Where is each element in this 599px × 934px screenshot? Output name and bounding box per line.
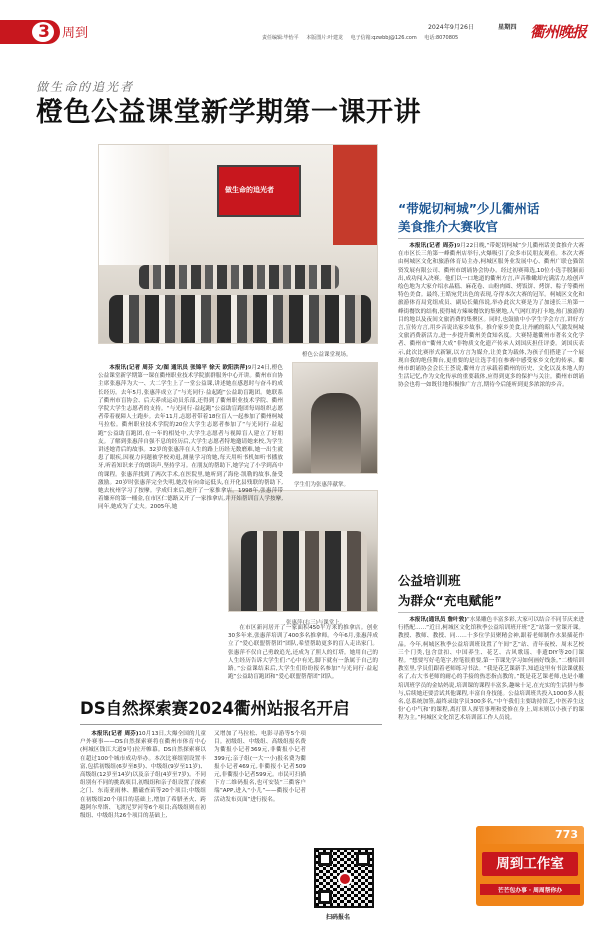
- lead-text-1: 9月24日,橙色公益课堂新学期第一课在衢州职业技术学院旗群服务中心开讲。衢州市自协主席张惠萍为大一、大二学生上了一堂公益课,讲述她在感恩时与奋斗的成长经历。去年5月,张惠萍成立了“与光同行·益起跑”公益助盲跑团。她联系了衢州市盲协会、后天养成运动员乐部,还得到了衢州职业技术学院、衢州学院大学生志愿者的支持。“与光同行·益起跑”公益助盲跑团每周组织志愿者带着视障人士跑步。去年11月,志愿者带着18位盲人一起参加了衢州柯城马拉松。衢州职业技术学院的20位大学生志愿者参加了“与光同行·益起跑”公益助盲跑团,在一年的相处中,大学生志愿者与视障盲人建立了好朋友。了解到张惠萍自强不息的经历后,大学生志愿者特地邀请她来校,为学生讲述她背后的故事。32岁的张惠萍在人生的路上历经无数磨难,她一出生就患了眼疾,因视力问题被学校劝退,测量学习的她,每天用听书机如听书播放牙,听着知识来子的朗读声,坚持学习。在朋友的帮助下,她学完了小学到高中的课程。张惠萍找到了两次手术,在医院里,她听到了海伦·凯勒的故事,备受激励。20岁时张惠萍完全失明,她没有向命运低头,在开化县残联的帮助下,她去杭州学习了按摩。学成归来后,她开了一家推拿店。1998年,张惠萍带着嫌弃的第一桶金,在市区仁德路又开了一家推拿店,并开始帮训盲人学按摩,同年,她成为了丈夫。2005年,她: [98, 365, 283, 511]
- lead-kicker: 做生命的追光者: [36, 80, 135, 94]
- phone-credit: 电话:8070805: [424, 35, 459, 41]
- ad-title: 周到工作室: [496, 856, 564, 872]
- classroom-photo-caption: 橙色公益课堂现场。: [302, 352, 352, 358]
- photo-credit: 本版图片:叶建龙: [306, 35, 343, 41]
- qr-corner-tl: [318, 852, 332, 866]
- qr-corner-bl: [318, 890, 332, 904]
- qr-corner-tr: [356, 852, 370, 866]
- credits-line: [262, 34, 458, 41]
- training-title-line1: 公益培训班: [398, 573, 461, 588]
- window-light: [99, 145, 169, 265]
- applause-photo: [292, 362, 378, 474]
- food-body: [398, 242, 584, 546]
- audience-row-2: [109, 295, 371, 343]
- ds-divider: [80, 724, 382, 725]
- weekday: 星期四: [498, 24, 517, 31]
- date: 2024年9月26日: [428, 24, 475, 31]
- audience-row-1: [139, 265, 339, 289]
- food-text: 9月22日晚,“带妮切柯城”少儿衢州话美食推介大赛在市区长三角第一峰衢州店举行,火爆吸引了众多市民朋友观看。本次大赛由柯城区文化和旅游体育局主办,柯城区服务业发展中心、衢州广联仓猫馆资发展有限公司、衢州市朗诵协会协办。经过初赛筛选,10位小选手脱颖而出,成功闯入决赛。他们以一口地道的衢州方言,声音稚嫩却充满活力,绘创声绘色地为大家介绍水晶糕、麻花卷、山粉肉圆、烤饭饼、烤饼、粽子等衢州特色美食。最终,王皓宛凭出色的表现,夺得本次大赛的冠军。柯城区文化和旅游体育局党组成员、副局长戴伟说,举办此次大赛是为了加速长三角第一峰街餐饮的结构,使得城方辣味餐饮的集聚地,人气网红的打卡地,热门旅游的目的地以及夜间文旅消费的集聚区。同时,也鼓励中小学生学会方言,讲好方言,宣传方言,用乡音说出家乡故事。推介家乡美食,让丹鹂的昭人气激发柯城文旅消费新活力,进一步提升衢州美食知名度。大赛特邀衢州市著名文化学者、衢州市“衢州大成”非物质文化遗产传承人刘国庆担任评委。刘国庆表示,此次比赛形式新颖,以方言为媒介,让美食为载体,为孩子们搭建了一个展现自我的绝佳舞台,更重要的是让选手们在参赛中感受家乡文化的传承。衢州市朗诵协会会长王荟说,衢州方言承载着衢州的历史、文化以及本地人的生活记忆,作为文化传承的重要载体,应得到更多的保护与关注。衢州市朗诵协会也将一如既往地积极推广方言,期待今后能听到更多浓浓的乡音。: [398, 243, 584, 389]
- ds-byline: 本报讯(记者 周芬): [91, 731, 139, 737]
- page-header: [0, 0, 599, 46]
- ad-slogan: 芒芒包办事 · 周周帮你办: [480, 884, 580, 895]
- editor-credit: 责任编辑:毕怡平: [262, 35, 299, 41]
- ds-text-1: 10月13日,大爆全国的儿童户外赛事——DS自然探索赛将在衢州市体育中心(柯城区钱江大道9号)拉开帷幕。DS自然探索赛以在超过100个城市成功举办。本次比赛组别设置丰富,包括初级组(6岁至8岁)、中级组(9岁至11岁)、高级组(12岁至14岁)以及亲子组(4岁至7岁)。不同组别有不同的挑战项目,初级组和亲子组设置了探索之门、东南亚雨林、鹏磁查苗等20个项目;中级组在初级组20个项目的基础上,增加了希腊圣火、跨越阿尔卑斯、飞渡尼罗河等6个项目;高级组则在初级组、中级组共26个项目的基础上,: [80, 731, 206, 820]
- student-figure: [311, 393, 361, 474]
- lead-text-2: 在市区新河居开了一家面积450平方米的推拿店。创业30多年来,张惠萍培训了400多名推拿师。今年6月,张惠萍成立了“爱心联盟帮帮团”团队,希望帮助更多的盲人走出家门。张惠萍不仅自己勇敢追光,还成为了照人的灯塔。她用自己的人生经历告诉大学生们:“心中有光,脚下就有一条属于自己的路。”公益课结束后,大学生们纷纷报名参加“与光同行·益起跑”公益助盲跑团和“爱心联盟帮帮团”团队。: [228, 625, 378, 681]
- speaker-photo-caption: 张惠萍(右三)与课堂上。: [286, 620, 346, 626]
- qr-code[interactable]: [314, 848, 374, 908]
- training-divider: [398, 612, 584, 613]
- classroom-photo: [98, 144, 378, 344]
- lead-title: 橙色公益课堂新学期第一课开讲: [36, 97, 421, 128]
- qr-center-logo: [338, 872, 352, 886]
- projection-screen: [217, 165, 301, 217]
- red-wall-panel: [333, 145, 378, 245]
- lead-byline: 本报讯(记者 周芬 文/图 通讯员 张锦平 徐天 欧阳洪萍): [109, 365, 248, 371]
- qr-label: 扫码报名: [326, 914, 351, 921]
- masthead-logo: 衢州晚报: [530, 23, 587, 41]
- training-body: [398, 616, 584, 822]
- food-title-line1: “带妮切柯城”少儿衢州话: [398, 201, 540, 216]
- ad-number: 773: [555, 828, 578, 841]
- screen-title: 做生命的追光者: [225, 186, 274, 194]
- page-number: 3: [38, 22, 50, 42]
- food-title-line2: 美食推介大赛收官: [398, 219, 499, 234]
- ds-body-col2: [214, 730, 306, 930]
- training-text: “水果雕色丰富多彩,大家可以结合不同节庆来进行搭配……”近日,柯城区文化馆秋季公益培训班开班“艺”站第一堂课开课。教授、教师、教授、同……十多位学员聚精会神,跟着老师制作水果插花作品。今年,柯城区秋季公益培训班设置了午间“艺”站、青年夜校、周末艺校三个门类,包含盘扣、中国养生、花艺、古风歌谣、非遗DIY等20门课程。“想要写好毛笔字,控笔很重要,第一节课先学习如何画好线条。”二楼培训教室里,学员们跟着老师练习书法。“我是花艺课新手,知道这里有书法课就报名了,右大书老师的耐心的手接的热恋指点教的。”既是花艺课老师,也是小雕培训班学员的金姑妈说,培训课的课程丰富多,趣味十足,在充实的生活拼与参与,后续她还要尝试其他课程,丰富自身技能。公益培训班共投入1000多人报名,总系统加签,最终录取学员300多名,“中午我们主要助持馆艺,中医养生这份‘心中气和’的课程,离打算人探管事理和爱修在身上,周末则以小孩子的课程为主。”柯城区文化馆艺术培训部工作人员说。: [398, 617, 584, 722]
- ds-body-col1: [80, 730, 206, 930]
- lead-body-col2: [228, 624, 378, 682]
- ds-title: DS自然探索赛2024衢州站报名开启: [80, 699, 350, 718]
- studio-ad[interactable]: [476, 826, 584, 906]
- training-byline: 本报讯(通讯员 詹叶敦): [409, 617, 467, 623]
- food-byline: 本报讯(记者 周芬): [409, 243, 457, 249]
- applause-photo-caption: 学生们为张惠萍献掌。: [294, 482, 350, 488]
- training-title-line2: 为群众“充电赋能”: [398, 593, 502, 608]
- lead-body-col1: [98, 364, 283, 666]
- ds-text-2: 又增加了马拉松、电影寻游等5个项目。初级组、中级组、高级组报名费为衢报小记者369元,非衢报小记者399元;亲子组(一大一小)报名费为衢报小记者469元,非衢报小记者509元,非衢报小记者599元。市民可扫描下方二维码报名,也可安装“三衢客户端”APP,进入“小儿”——衢报小记者活动发布页面”进行报名。: [214, 731, 306, 803]
- section-name: 周到: [62, 26, 89, 41]
- email-credit: 电子信箱:qzwbbj@126.com: [350, 35, 417, 41]
- food-divider: [398, 238, 584, 239]
